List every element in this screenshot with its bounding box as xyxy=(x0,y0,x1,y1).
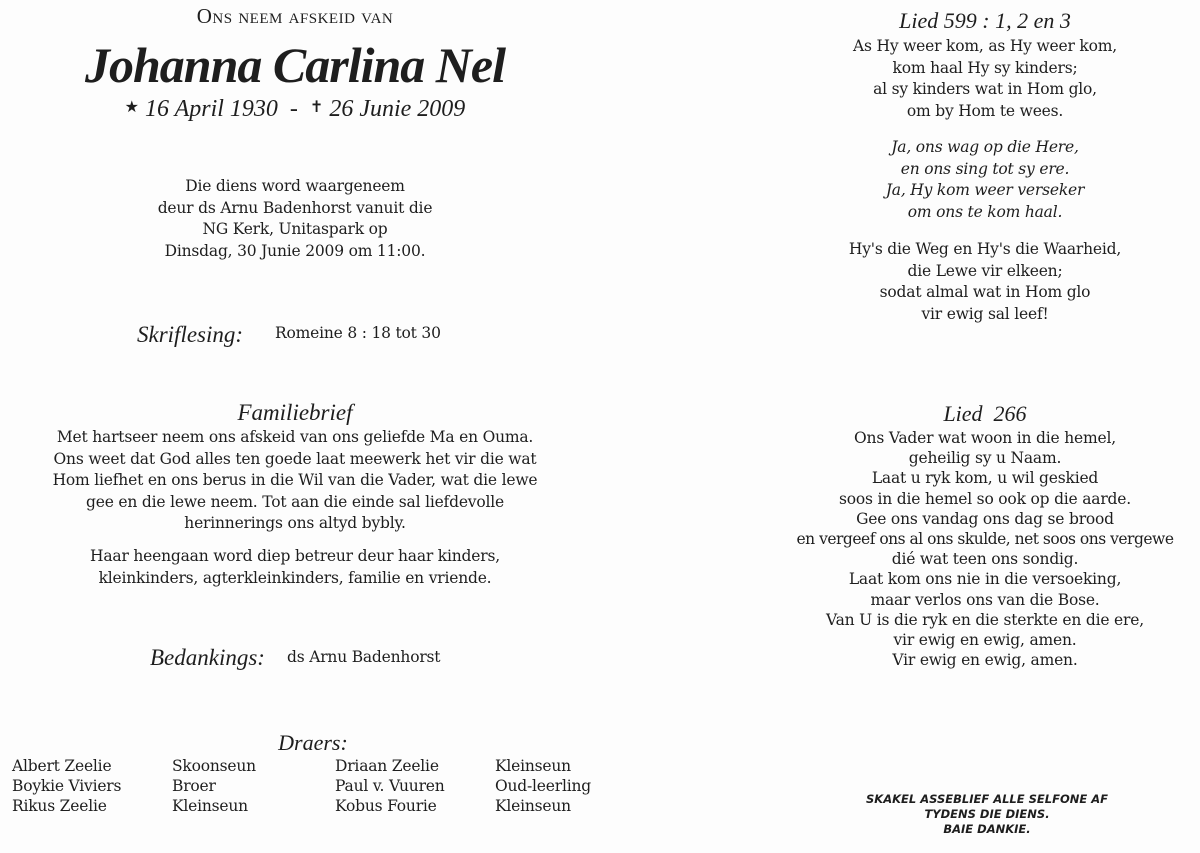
lyric-line: Laat kom ons nie in die versoeking, xyxy=(848,570,1122,589)
service-line: Die diens word waargeneem xyxy=(185,177,405,195)
family-letter-paragraph-2 xyxy=(0,546,590,589)
pallbearer-name: Boykie Viviers xyxy=(12,777,122,795)
notice-line: SKAKEL ASSEBLIEF ALLE SELFONE AF xyxy=(866,792,1108,806)
pallbearer-relation: Kleinseun xyxy=(495,797,571,815)
hymn-1-title: Lied 599 : 1, 2 en 3 xyxy=(899,8,1071,33)
thanks-value: ds Arnu Badenhorst xyxy=(287,648,441,666)
notice-line: BAIE DANKIE. xyxy=(943,822,1031,836)
date-separator: - xyxy=(289,96,298,122)
service-details xyxy=(95,176,495,262)
pallbearer-name: Paul v. Vuuren xyxy=(335,777,445,795)
star-icon: ★ xyxy=(124,99,140,116)
lyric-line: vir ewig sal leef! xyxy=(921,304,1049,323)
pallbearer-relation: Broer xyxy=(172,777,216,795)
hymn-1-stanza-2 xyxy=(785,137,1185,223)
text-line: Hom liefhet en ons berus in die Wil van die Vader, wat die lewe xyxy=(52,471,538,489)
pallbearers-title: Draers: xyxy=(278,730,348,755)
lyric-line: sodat almal wat in Hom glo xyxy=(879,283,1091,301)
lyric-line: Ons Vader wat woon in die hemel, xyxy=(854,429,1116,447)
lyric-line: al sy kinders wat in Hom glo, xyxy=(873,80,1097,98)
pallbearer-name: Rikus Zeelie xyxy=(12,797,107,815)
phones-off-notice xyxy=(837,792,1137,837)
lyric-line: Gee ons vandag ons dag se brood xyxy=(856,509,1114,528)
service-line: deur ds Arnu Badenhorst vanuit die xyxy=(157,198,433,217)
pallbearer-row xyxy=(12,796,591,816)
lyric-line: en ons sing tot sy ere. xyxy=(900,159,1070,178)
pallbearer-row xyxy=(12,776,591,796)
cross-icon: ✝ xyxy=(309,99,324,116)
life-dates xyxy=(60,96,530,123)
pallbearer-name: Driaan Zeelie xyxy=(335,757,439,775)
pallbearer-row xyxy=(12,756,591,776)
reading-value: Romeine 8 : 18 tot 30 xyxy=(275,324,441,342)
lyric-line: Van U is die ryk en die sterkte en die ere, xyxy=(826,610,1144,629)
text-line: kleinkinders, agterkleinkinders, familie en vriende. xyxy=(98,568,492,587)
deceased-name: Johanna Carlina Nel xyxy=(84,37,505,93)
lyric-line: en vergeef ons al ons skulde, net soos ons vergewe xyxy=(796,530,1174,549)
death-date: 26 Junie 2009 xyxy=(329,96,466,122)
pallbearer-relation: Skoonseun xyxy=(172,757,256,775)
hymn-2-lyrics xyxy=(770,428,1200,670)
pallbearer-relation: Kleinseun xyxy=(172,797,248,815)
lyric-line: om by Hom te wees. xyxy=(906,101,1064,120)
lyric-line: soos in die hemel so ook op die aarde. xyxy=(839,489,1131,508)
text-line: Met hartseer neem ons afskeid van ons geliefde Ma en Ouma. xyxy=(56,428,534,446)
hymn-1-stanza-3 xyxy=(785,239,1185,325)
family-letter-title: Familiebrief xyxy=(237,400,353,425)
lyric-line: Vir ewig en ewig, amen. xyxy=(892,651,1078,670)
pallbearer-name: Kobus Fourie xyxy=(335,797,437,815)
lyric-line: kom haal Hy sy kinders; xyxy=(892,58,1078,77)
family-letter-paragraph-1 xyxy=(0,427,590,535)
lyric-line: geheilig sy u Naam. xyxy=(908,449,1062,468)
reading-label: Skriflesing: xyxy=(137,322,244,347)
lyric-line: dié wat teen ons sondig. xyxy=(891,550,1079,569)
lyric-line: As Hy weer kom, as Hy weer kom, xyxy=(853,37,1117,55)
text-line: herinnerings ons altyd bybly. xyxy=(184,514,406,532)
pallbearers-table xyxy=(12,756,591,816)
lyric-line: Ja, Hy kom weer verseker xyxy=(885,181,1085,199)
lyric-line: maar verlos ons van die Bose. xyxy=(870,590,1100,609)
hymn-2-title: Lied 266 xyxy=(943,401,1027,426)
text-line: Ons weet dat God alles ten goede laat meewerk het vir die wat xyxy=(53,449,537,468)
lyric-line: om ons te kom haal. xyxy=(907,202,1063,221)
hymn-1-stanza-1 xyxy=(785,36,1185,122)
service-line: NG Kerk, Unitaspark op xyxy=(202,220,388,238)
lyric-line: vir ewig en ewig, amen. xyxy=(893,631,1077,650)
birth-date: 16 April 1930 xyxy=(145,96,278,122)
notice-line: TYDENS DIE DIENS. xyxy=(924,807,1050,821)
thanks-label: Bedankings: xyxy=(150,645,265,670)
text-line: gee en die lewe neem. Tot aan die einde sal liefdevolle xyxy=(86,492,504,511)
lyric-line: die Lewe vir elkeen; xyxy=(907,261,1063,280)
lyric-line: Laat u ryk kom, u wil geskied xyxy=(871,469,1099,488)
lyric-line: Ja, ons wag op die Here, xyxy=(891,138,1079,156)
pallbearer-relation: Kleinseun xyxy=(495,757,571,775)
pallbearer-name: Albert Zeelie xyxy=(12,757,112,775)
service-line: Dinsdag, 30 Junie 2009 om 11:00. xyxy=(164,241,426,260)
farewell-heading: Ons neem afskeid van xyxy=(196,4,394,28)
lyric-line: Hy's die Weg en Hy's die Waarheid, xyxy=(848,240,1122,258)
text-line: Haar heengaan word diep betreur deur haar kinders, xyxy=(90,547,500,565)
pallbearer-relation: Oud-leerling xyxy=(495,777,591,795)
